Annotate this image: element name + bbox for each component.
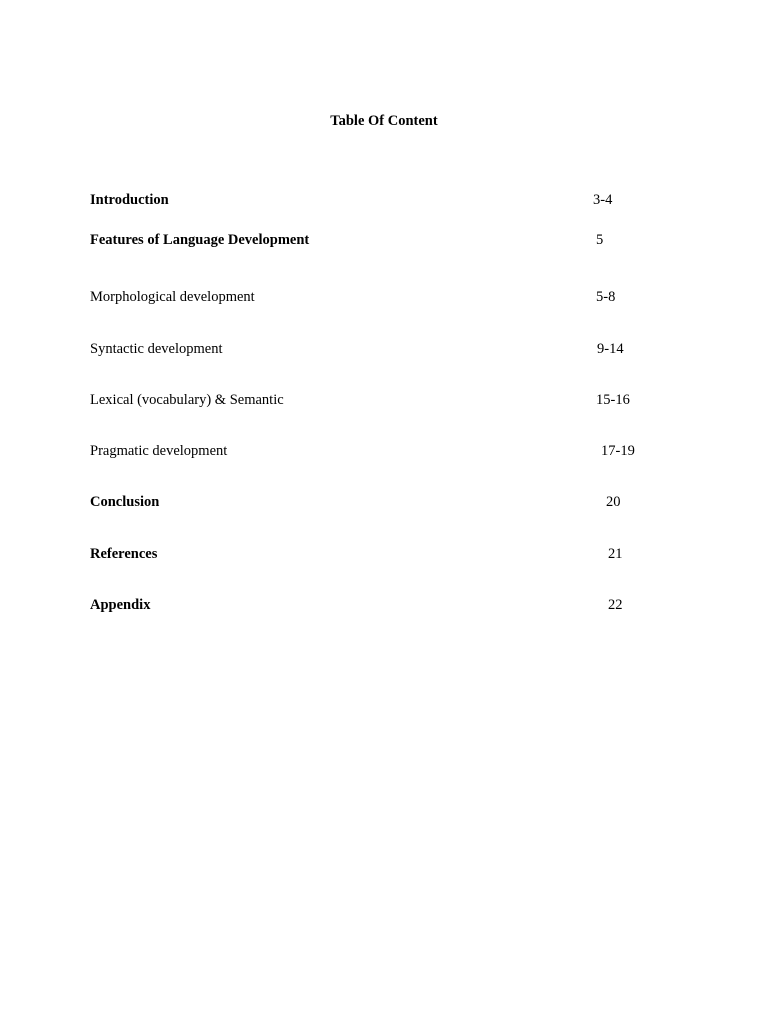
toc-entry-pages: 15-16 [596,392,630,408]
toc-entry-label: Syntactic development [90,341,223,357]
toc-entry-pages: 22 [608,597,623,613]
toc-entry-pages: 5-8 [596,289,616,305]
toc-entry-pages: 21 [608,546,623,562]
toc-entry-label: Conclusion [90,494,160,510]
toc-entry-pages: 3-4 [593,192,613,208]
toc-entry-label: Introduction [90,192,169,208]
toc-entry-pages: 9-14 [597,341,624,357]
toc-entry-label: Features of Language Development [90,232,310,248]
toc-entry-label: Pragmatic development [90,443,228,459]
toc-entry-label: References [90,546,158,562]
toc-entry-pages: 20 [606,494,621,510]
toc-entry-label: Morphological development [90,289,255,305]
toc-entry-label: Appendix [90,597,151,613]
toc-entry-pages: 17-19 [601,443,635,459]
page-title: Table Of Content [330,113,438,129]
toc-entry-label: Lexical (vocabulary) & Semantic [90,392,284,408]
toc-entry-pages: 5 [596,232,604,248]
